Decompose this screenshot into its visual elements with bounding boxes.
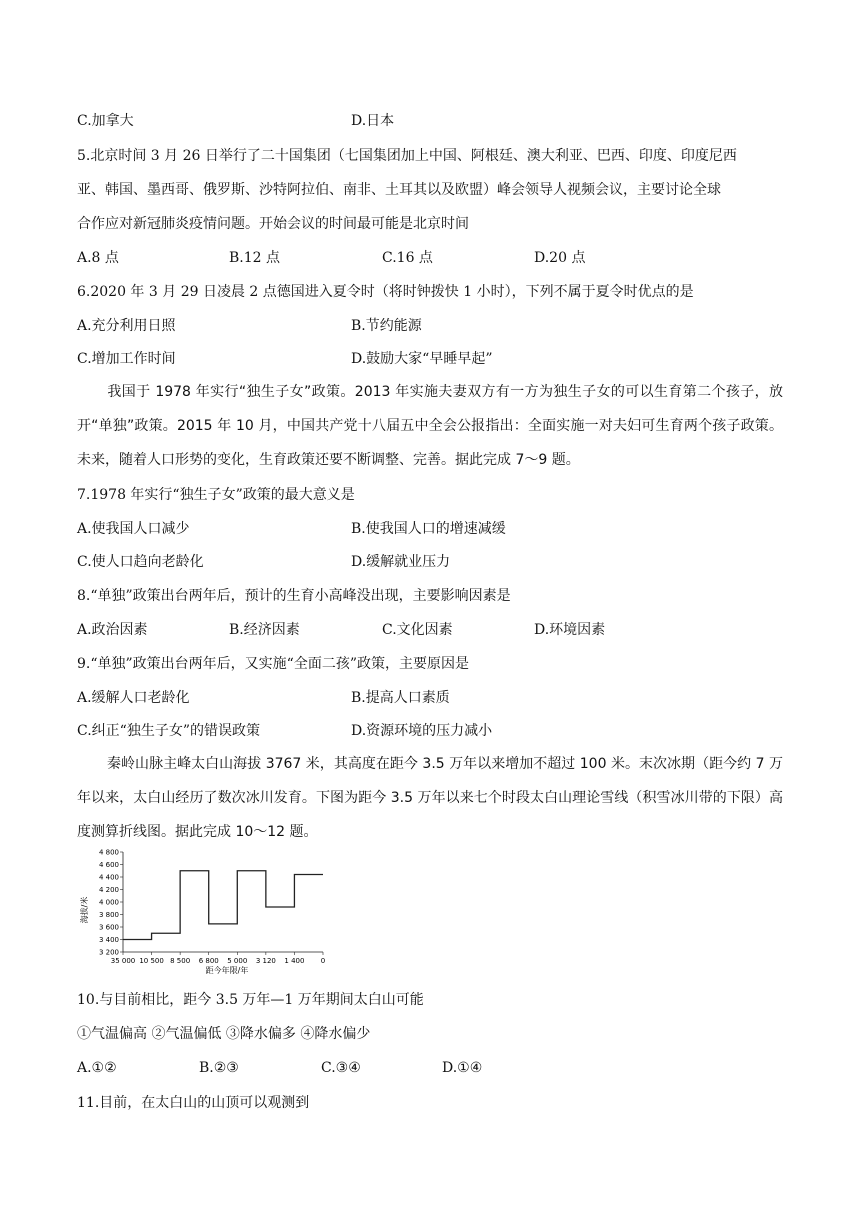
q5-stem-line2: 亚、韩国、墨西哥、俄罗斯、沙特阿拉伯、南非、土耳其以及欧盟）峰会领导人视频会议，主要讨论全球 (77, 182, 721, 198)
q5-option-c: C.16 点 (382, 250, 433, 266)
q7-option-a: A.使我国人口减少 (77, 521, 190, 537)
chart-y-tick-label: 3 600 (98, 923, 119, 932)
q4-option-d: D.日本 (351, 113, 395, 129)
chart-x-ticks (111, 952, 325, 965)
q5-option-b: B.12 点 (229, 250, 281, 266)
chart-x-tick-label: 10 500 (139, 957, 164, 965)
q6-option-a: A.充分利用日照 (77, 318, 176, 334)
q6-option-b: B.节约能源 (351, 318, 422, 334)
chart-y-tick-label: 3 400 (98, 936, 119, 944)
q7-stem: 7.1978 年实行“独生子女”政策的最大意义是 (77, 487, 355, 503)
q8-option-c: C.文化因素 (382, 622, 453, 638)
q9-option-a: A.缓解人口老龄化 (77, 690, 190, 706)
q10-choices: ①气温偏高 ②气温偏低 ③降水偏多 ④降水偏少 (77, 1026, 371, 1042)
chart-y-tick-label: 4 000 (98, 898, 119, 907)
chart-x-tick-label: 35 000 (110, 957, 136, 965)
chart-x-tick-label: 6 800 (198, 957, 219, 965)
q7-option-c: C.使人口趋向老龄化 (77, 554, 204, 570)
snowline-height-chart (77, 842, 339, 976)
q8-stem: 8.“单独”政策出台两年后，预计的生育小高峰没出现，主要影响因素是 (77, 588, 511, 604)
chart-series-line (123, 871, 323, 940)
chart-x-tick-label: 3 120 (255, 957, 276, 965)
q5-stem-line1: 5.北京时间 3 月 26 日举行了二十国集团（七国集团加上中国、阿根廷、澳大利亚、巴西、印度、印度尼西 (77, 148, 737, 164)
chart-x-tick-label: 5 000 (227, 957, 248, 965)
chart-y-tick-label: 4 600 (98, 861, 119, 869)
q10-option-b: B.②③ (199, 1060, 239, 1076)
q9-option-b: B.提高人口素质 (351, 690, 450, 706)
q10-stem: 10.与目前相比，距今 3.5 万年—1 万年期间太白山可能 (77, 992, 424, 1008)
q10-option-a: A.①② (77, 1060, 117, 1076)
chart-y-tick-label: 4 200 (98, 886, 119, 894)
q11-stem: 11.目前，在太白山的山顶可以观测到 (77, 1095, 310, 1111)
q9-option-d: D.资源环境的压力减小 (351, 723, 493, 739)
q5-option-a: A.8 点 (77, 250, 119, 266)
q7-option-b: B.使我国人口的增速减缓 (351, 521, 506, 537)
chart-y-tick-label: 3 200 (98, 948, 119, 957)
chart-y-axis-label: 海拔/米 (80, 896, 89, 924)
q8-option-b: B.经济因素 (229, 622, 300, 638)
q10-option-d: D.①④ (442, 1060, 483, 1076)
passage-population-policy: 我国于 1978 年实行“独生子女”政策。2013 年实施夫妻双方有一方为独生子女的可以生育第二个孩子，放开“单独”政策。2015 年 10 月，中国共产党十八届五中全会公报指出：全面实施一对夫妇可生育两个孩子政策。未来，随着人口形势的变化，生育政策还要不断调整、完善。据此完成 7～9 题。 (77, 384, 783, 468)
q10-option-c: C.③④ (321, 1060, 361, 1076)
chart-x-tick-label: 1 400 (284, 957, 305, 965)
chart-y-ticks (99, 849, 123, 957)
q8-option-a: A.政治因素 (77, 622, 148, 638)
q6-stem: 6.2020 年 3 月 29 日凌晨 2 点德国进入夏令时（将时钟拨快 1 小时），下列不属于夏令时优点的是 (77, 284, 694, 300)
q7-option-d: D.缓解就业压力 (351, 554, 451, 570)
passage-taibai-mountain: 秦岭山脉主峰太白山海拔 3767 米，其高度在距今 3.5 万年以来增加不超过 100 米。末次冰期（距今约 7 万年以来，太白山经历了数次冰川发育。下图为距今 3.5 万年以来七个时段太白山理论雪线（积雪冰川带的下限）高度测算折线图。据此完成 10～12 题。 (77, 756, 783, 840)
q9-option-c: C.纠正“独生子女”的错误政策 (77, 723, 260, 739)
chart-y-tick-label: 3 800 (98, 911, 119, 919)
chart-y-tick-label: 4 400 (98, 873, 119, 882)
q9-stem: 9.“单独”政策出台两年后，又实施“全面二孩”政策，主要原因是 (77, 656, 469, 672)
q4-option-c: C.加拿大 (77, 113, 134, 129)
chart-x-axis-label: 距今年限/年 (205, 966, 249, 975)
chart-x-tick-label: 0 (320, 957, 326, 965)
q6-option-d: D.鼓励大家“早睡早起” (351, 351, 493, 367)
chart-x-tick-label: 8 500 (170, 957, 191, 965)
q5-stem-line3: 合作应对新冠肺炎疫情问题。开始会议的时间最可能是北京时间 (77, 216, 469, 232)
q6-option-c: C.增加工作时间 (77, 351, 176, 367)
chart-y-tick-label: 4 800 (98, 848, 119, 857)
q8-option-d: D.环境因素 (534, 622, 606, 638)
q5-option-d: D.20 点 (534, 250, 586, 266)
